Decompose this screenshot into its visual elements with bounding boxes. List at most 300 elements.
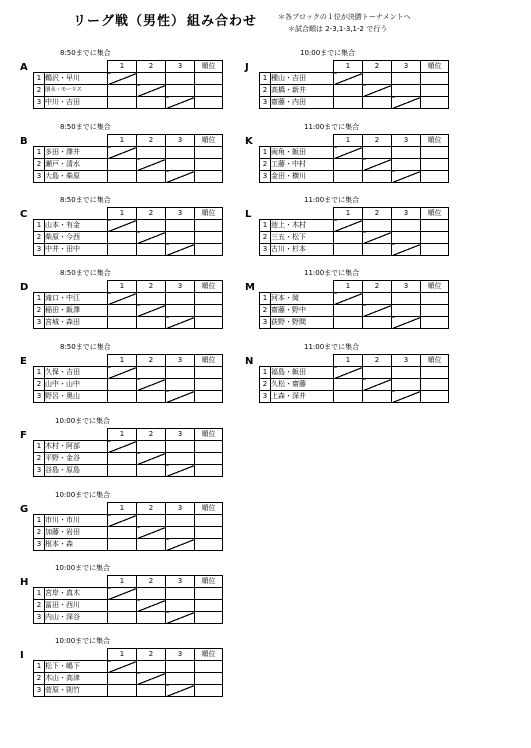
header-rank: 順位: [195, 576, 223, 588]
header-rank: 順位: [195, 355, 223, 367]
team-number: 1: [260, 367, 271, 379]
score-cell: [137, 465, 166, 477]
round-robin-table: [259, 354, 449, 403]
score-cell: [137, 588, 166, 600]
rank-cell: [421, 220, 449, 232]
rank-cell: [195, 515, 223, 527]
team-number: 1: [34, 293, 45, 305]
team-number: 2: [34, 159, 45, 171]
score-cell: [108, 171, 137, 183]
score-cell: [166, 305, 195, 317]
header-rank: 順位: [421, 208, 449, 220]
header-opponent: 3: [392, 208, 421, 220]
header-opponent: 1: [334, 61, 363, 73]
self-match-cell: [108, 73, 137, 85]
team-name: 宮城・森田: [45, 317, 108, 329]
block-g: [20, 490, 255, 556]
self-match-cell: [363, 159, 392, 171]
score-cell: [334, 171, 363, 183]
self-match-cell: [108, 367, 137, 379]
header-opponent: 1: [108, 649, 137, 661]
team-number: 2: [260, 305, 271, 317]
score-cell: [137, 147, 166, 159]
score-cell: [392, 232, 421, 244]
header-rank: 順位: [421, 135, 449, 147]
team-number: 1: [34, 73, 45, 85]
rank-cell: [195, 379, 223, 391]
table-header-row: [34, 135, 223, 147]
block-e: [20, 342, 255, 408]
score-cell: [363, 367, 392, 379]
table-row: [34, 305, 223, 317]
header-blank: [260, 355, 271, 367]
score-cell: [137, 220, 166, 232]
block-letter: L: [245, 209, 252, 220]
header-blank: [271, 281, 334, 293]
score-cell: [137, 685, 166, 697]
self-match-cell: [137, 159, 166, 171]
score-cell: [166, 367, 195, 379]
self-match-cell: [166, 244, 195, 256]
team-name: 高橋・新井: [271, 85, 334, 97]
score-cell: [334, 85, 363, 97]
team-number: 2: [34, 379, 45, 391]
round-robin-table: [33, 575, 223, 624]
table-header-row: [34, 208, 223, 220]
score-cell: [108, 673, 137, 685]
table-row: [260, 293, 449, 305]
score-cell: [108, 379, 137, 391]
assembly-time: 11:00までに集合: [304, 269, 360, 277]
score-cell: [166, 73, 195, 85]
table-row: [34, 220, 223, 232]
header-opponent: 3: [392, 61, 421, 73]
header-blank: [45, 281, 108, 293]
score-cell: [392, 293, 421, 305]
header-opponent: 2: [137, 208, 166, 220]
header-opponent: 2: [363, 61, 392, 73]
score-cell: [392, 147, 421, 159]
table-row: [260, 232, 449, 244]
rank-cell: [195, 171, 223, 183]
team-number: 3: [34, 244, 45, 256]
block-k: [245, 122, 480, 188]
table-row: [34, 539, 223, 551]
score-cell: [363, 171, 392, 183]
self-match-cell: [363, 305, 392, 317]
team-name: 宮岸・真木: [45, 588, 108, 600]
score-cell: [108, 453, 137, 465]
note-advance: ＊各ブロックの１位が決勝トーナメントへ: [278, 13, 411, 21]
self-match-cell: [363, 232, 392, 244]
page-title: リーグ戦（男性）: [73, 14, 186, 29]
rank-cell: [195, 317, 223, 329]
score-cell: [392, 305, 421, 317]
team-number: 3: [34, 97, 45, 109]
block-h: [20, 563, 255, 629]
block-letter: C: [20, 209, 28, 220]
score-cell: [166, 85, 195, 97]
self-match-cell: [108, 515, 137, 527]
self-match-cell: [108, 147, 137, 159]
team-number: 1: [34, 441, 45, 453]
score-cell: [166, 159, 195, 171]
header-blank: [45, 576, 108, 588]
team-name: 齋藤・内田: [271, 97, 334, 109]
team-name: 野呂・奥山: [45, 391, 108, 403]
header-blank: [271, 61, 334, 73]
team-number: 1: [34, 588, 45, 600]
score-cell: [166, 220, 195, 232]
team-number: 2: [34, 527, 45, 539]
assembly-time: 10:00までに集合: [55, 637, 111, 645]
team-number: 2: [34, 305, 45, 317]
score-cell: [392, 379, 421, 391]
self-match-cell: [108, 441, 137, 453]
header-opponent: 3: [166, 355, 195, 367]
self-match-cell: [137, 453, 166, 465]
self-match-cell: [334, 293, 363, 305]
rank-cell: [195, 527, 223, 539]
score-cell: [392, 159, 421, 171]
round-robin-table: [33, 354, 223, 403]
score-cell: [108, 600, 137, 612]
table-row: [260, 367, 449, 379]
team-number: 3: [34, 317, 45, 329]
header-opponent: 3: [166, 503, 195, 515]
header-opponent: 2: [137, 135, 166, 147]
header-blank: [260, 208, 271, 220]
header-blank: [260, 281, 271, 293]
team-name: 種山・吉田: [271, 73, 334, 85]
rank-cell: [195, 367, 223, 379]
block-j: [245, 48, 480, 114]
team-name: 菅原・則竹: [45, 685, 108, 697]
score-cell: [137, 293, 166, 305]
table-row: [34, 85, 223, 97]
block-letter: B: [20, 136, 28, 147]
rank-cell: [195, 685, 223, 697]
block-b: [20, 122, 255, 188]
block-i: [20, 636, 255, 702]
score-cell: [166, 515, 195, 527]
score-cell: [108, 317, 137, 329]
header-rank: 順位: [195, 281, 223, 293]
self-match-cell: [392, 97, 421, 109]
team-name: 古川・杉本: [271, 244, 334, 256]
self-match-cell: [334, 220, 363, 232]
assembly-time: 10:00までに集合: [55, 491, 111, 499]
team-name: 上森・深井: [271, 391, 334, 403]
self-match-cell: [108, 220, 137, 232]
block-letter: M: [245, 282, 255, 293]
score-cell: [137, 73, 166, 85]
team-name: 木村・阿部: [45, 441, 108, 453]
header-blank: [34, 135, 45, 147]
score-cell: [108, 159, 137, 171]
header-opponent: 3: [166, 135, 195, 147]
header-blank: [34, 429, 45, 441]
header-blank: [271, 355, 334, 367]
header-blank: [34, 576, 45, 588]
header-blank: [271, 135, 334, 147]
score-cell: [334, 317, 363, 329]
score-cell: [108, 612, 137, 624]
header-opponent: 1: [334, 208, 363, 220]
score-cell: [166, 600, 195, 612]
score-cell: [334, 391, 363, 403]
rank-cell: [195, 97, 223, 109]
page-subtitle: 組み合わせ: [187, 14, 258, 29]
score-cell: [166, 673, 195, 685]
header-opponent: 3: [166, 208, 195, 220]
table-row: [34, 441, 223, 453]
header-blank: [34, 503, 45, 515]
team-number: 2: [260, 379, 271, 391]
table-header-row: [34, 281, 223, 293]
team-name: 多田・澤井: [45, 147, 108, 159]
score-cell: [363, 244, 392, 256]
block-a: [20, 48, 255, 114]
team-name: 福島・飯田: [271, 367, 334, 379]
block-letter: N: [245, 356, 254, 367]
team-name: 大島・柴原: [45, 171, 108, 183]
header-blank: [34, 281, 45, 293]
table-row: [34, 515, 223, 527]
self-match-cell: [108, 661, 137, 673]
rank-cell: [195, 612, 223, 624]
score-cell: [363, 391, 392, 403]
table-row: [34, 171, 223, 183]
score-cell: [166, 232, 195, 244]
team-name: 内山・深谷: [45, 612, 108, 624]
team-name: 齋藤・野中: [271, 305, 334, 317]
team-name: 中井・田中: [45, 244, 108, 256]
header-rank: 順位: [195, 135, 223, 147]
team-name: 久保・吉田: [45, 367, 108, 379]
team-number: 1: [34, 220, 45, 232]
table-header-row: [260, 208, 449, 220]
rank-cell: [421, 391, 449, 403]
team-name: 久松・齋藤: [271, 379, 334, 391]
team-number: 2: [34, 673, 45, 685]
team-number: 2: [34, 85, 45, 97]
team-name: 柴原・今西: [45, 232, 108, 244]
table-header-row: [34, 503, 223, 515]
header-opponent: 2: [137, 576, 166, 588]
score-cell: [392, 73, 421, 85]
rank-cell: [195, 232, 223, 244]
header-blank: [271, 208, 334, 220]
header-opponent: 3: [392, 281, 421, 293]
rank-cell: [195, 673, 223, 685]
score-cell: [108, 97, 137, 109]
team-number: 3: [34, 685, 45, 697]
table-row: [260, 171, 449, 183]
self-match-cell: [137, 379, 166, 391]
table-row: [260, 244, 449, 256]
block-m: [245, 268, 480, 334]
self-match-cell: [363, 85, 392, 97]
table-row: [34, 465, 223, 477]
score-cell: [137, 244, 166, 256]
score-cell: [363, 73, 392, 85]
score-cell: [166, 661, 195, 673]
table-header-row: [34, 429, 223, 441]
self-match-cell: [392, 317, 421, 329]
team-name: 工藤・中村: [271, 159, 334, 171]
score-cell: [334, 159, 363, 171]
table-header-row: [34, 61, 223, 73]
header-opponent: 1: [108, 61, 137, 73]
header-blank: [260, 135, 271, 147]
table-row: [34, 159, 223, 171]
header-opponent: 1: [108, 135, 137, 147]
score-cell: [166, 379, 195, 391]
rank-cell: [195, 305, 223, 317]
team-number: 1: [260, 293, 271, 305]
team-number: 1: [260, 220, 271, 232]
header-blank: [34, 208, 45, 220]
note-match-order: ＊試合順は 2-3,1-3,1-2 で行う: [288, 25, 388, 33]
team-name: 谷島・原島: [45, 465, 108, 477]
self-match-cell: [334, 73, 363, 85]
self-match-cell: [108, 293, 137, 305]
rank-cell: [195, 244, 223, 256]
header-opponent: 2: [363, 355, 392, 367]
table-header-row: [260, 61, 449, 73]
table-row: [260, 379, 449, 391]
table-row: [34, 588, 223, 600]
team-number: 3: [34, 539, 45, 551]
rank-cell: [421, 232, 449, 244]
score-cell: [166, 293, 195, 305]
block-d: [20, 268, 255, 334]
header-blank: [45, 503, 108, 515]
header-blank: [45, 355, 108, 367]
header-opponent: 3: [166, 576, 195, 588]
table-header-row: [260, 355, 449, 367]
round-robin-table: [33, 502, 223, 551]
score-cell: [166, 527, 195, 539]
header-rank: 順位: [421, 61, 449, 73]
assembly-time: 10:00までに集合: [300, 49, 356, 57]
assembly-time: 8:50までに集合: [60, 343, 111, 351]
header-opponent: 1: [108, 281, 137, 293]
team-number: 2: [34, 600, 45, 612]
header-opponent: 3: [392, 355, 421, 367]
round-robin-table: [33, 648, 223, 697]
header-opponent: 3: [392, 135, 421, 147]
team-number: 3: [260, 97, 271, 109]
team-name: 瀬戸・清水: [45, 159, 108, 171]
table-row: [34, 293, 223, 305]
table-row: [260, 85, 449, 97]
rank-cell: [195, 441, 223, 453]
assembly-time: 10:00までに集合: [55, 564, 111, 572]
team-name: 平野・金谷: [45, 453, 108, 465]
assembly-time: 8:50までに集合: [60, 123, 111, 131]
score-cell: [137, 441, 166, 453]
team-name: 濱永・モーリス: [45, 85, 108, 97]
team-name: 松下・嶋下: [45, 661, 108, 673]
round-robin-table: [33, 428, 223, 477]
score-cell: [363, 147, 392, 159]
team-number: 3: [260, 391, 271, 403]
round-robin-table: [259, 280, 449, 329]
self-match-cell: [166, 391, 195, 403]
score-cell: [137, 171, 166, 183]
team-name: 荻野・野間: [271, 317, 334, 329]
rank-cell: [421, 293, 449, 305]
self-match-cell: [108, 588, 137, 600]
score-cell: [334, 232, 363, 244]
score-cell: [363, 317, 392, 329]
header-blank: [45, 429, 108, 441]
table-row: [260, 391, 449, 403]
score-cell: [392, 367, 421, 379]
team-number: 3: [34, 465, 45, 477]
self-match-cell: [334, 367, 363, 379]
score-cell: [137, 317, 166, 329]
score-cell: [108, 391, 137, 403]
header-opponent: 2: [363, 135, 392, 147]
score-cell: [334, 379, 363, 391]
self-match-cell: [137, 600, 166, 612]
round-robin-table: [33, 207, 223, 256]
block-letter: G: [20, 504, 29, 515]
block-letter: F: [20, 430, 27, 441]
header-blank: [260, 61, 271, 73]
score-cell: [166, 453, 195, 465]
header-opponent: 1: [108, 208, 137, 220]
score-cell: [108, 465, 137, 477]
header-opponent: 3: [166, 61, 195, 73]
table-row: [34, 232, 223, 244]
team-number: 3: [260, 317, 271, 329]
self-match-cell: [137, 305, 166, 317]
team-number: 2: [260, 232, 271, 244]
table-row: [260, 73, 449, 85]
round-robin-table: [259, 134, 449, 183]
team-name: 金田・横川: [271, 171, 334, 183]
score-cell: [392, 220, 421, 232]
rank-cell: [421, 73, 449, 85]
rank-cell: [195, 600, 223, 612]
table-row: [34, 73, 223, 85]
score-cell: [392, 85, 421, 97]
table-row: [34, 317, 223, 329]
rank-cell: [195, 453, 223, 465]
table-row: [34, 600, 223, 612]
score-cell: [334, 305, 363, 317]
team-number: 1: [34, 147, 45, 159]
round-robin-table: [33, 60, 223, 109]
score-cell: [334, 97, 363, 109]
header-opponent: 2: [137, 355, 166, 367]
team-name: 山本・有金: [45, 220, 108, 232]
team-name: 冨田・西川: [45, 600, 108, 612]
header-opponent: 2: [137, 281, 166, 293]
team-name: 河本・岡: [271, 293, 334, 305]
header-opponent: 2: [137, 429, 166, 441]
header-rank: 順位: [195, 649, 223, 661]
header-blank: [34, 61, 45, 73]
header-blank: [45, 649, 108, 661]
team-number: 3: [34, 612, 45, 624]
rank-cell: [195, 220, 223, 232]
round-robin-table: [259, 60, 449, 109]
